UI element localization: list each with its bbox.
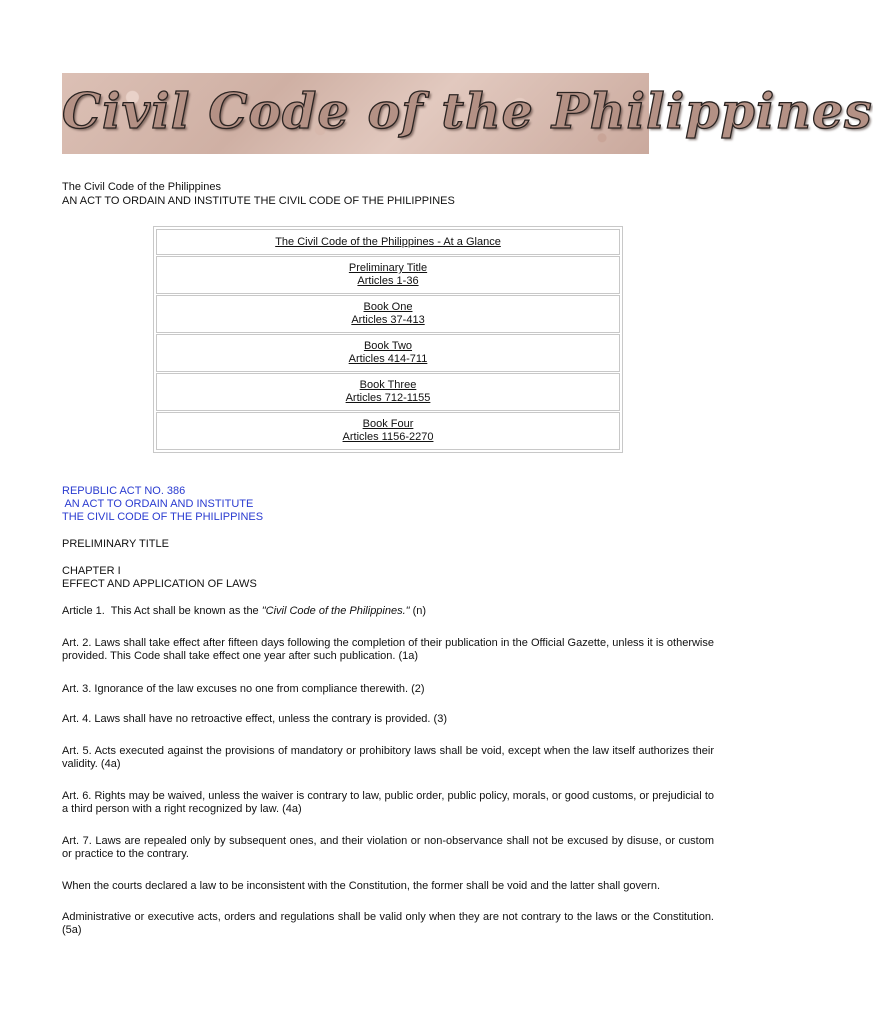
chapter-title: EFFECT AND APPLICATION OF LAWS [62,578,257,590]
article-1 [62,605,714,618]
contents-item-range[interactable]: Articles 1156-2270 [342,431,434,443]
document-subtitle: AN ACT TO ORDAIN AND INSTITUTE THE CIVIL CODE OF THE PHILIPPINES [62,195,455,207]
document-header [62,181,712,209]
contents-item-title[interactable]: Book Four [362,418,414,430]
article-1-quote: "Civil Code of the Philippines." [261,605,410,617]
contents-item-range[interactable]: Articles 712-1155 [345,392,431,404]
article-3: Art. 3. Ignorance of the law excuses no one from compliance therewith. (2) [62,683,425,695]
article-7-paragraph-2: When the courts declared a law to be inconsistent with the Constitution, the former shall be void and the latter shall govern. [62,880,660,892]
document-title: The Civil Code of the Philippines [62,181,221,193]
chapter-number: CHAPTER I [62,565,121,577]
article-5: Art. 5. Acts executed against the provisions of mandatory or prohibitory laws shall be void, except when the law itself authorizes their validity. (4a) [62,745,714,770]
article-4: Art. 4. Laws shall have no retroactive effect, unless the contrary is provided. (3) [62,713,447,725]
contents-item-book-two [156,334,620,372]
article-1-text [62,605,714,618]
contents-table [153,226,623,453]
article-1-suffix: (n) [409,605,427,617]
contents-item-range[interactable]: Articles 37-413 [351,314,425,326]
contents-item-title[interactable]: Book One [363,301,413,313]
contents-item-range[interactable]: Articles 1-36 [357,275,419,287]
contents-item-book-three [156,373,620,411]
contents-heading-cell [156,229,620,255]
contents-item-range[interactable]: Articles 414-711 [348,353,428,365]
preliminary-title-heading [62,538,714,551]
article-7: Art. 7. Laws are repealed only by subsequent ones, and their violation or non-observance shall not be excused by disuse, or custom or practice to the contrary. [62,835,714,860]
article-6: Art. 6. Rights may be waived, unless the waiver is contrary to law, public order, public policy, morals, or good customs, or prejudicial to a third person with a right recognized by law. (4a) [62,790,714,815]
article-7-paragraph-3: Administrative or executive acts, orders and regulations shall be valid only when they are not contrary to the laws or the Constitution. (5a) [62,911,714,936]
article-2: Art. 2. Laws shall take effect after fifteen days following the completion of their publication in the Official Gazette, unless it is otherwise provided. This Code shall take effect one year after such publication. (1a) [62,637,714,662]
republic-act-title-line2: THE CIVIL CODE OF THE PHILIPPINES [62,511,264,523]
article-1-prefix: Article 1. This Act shall be known as the [62,605,262,617]
contents-heading-link[interactable]: The Civil Code of the Philippines - At a Glance [275,235,501,248]
contents-item-book-one [156,295,620,333]
contents-item-title[interactable]: Book Two [363,340,413,352]
banner-title: Civil Code of the Philippines [62,82,873,140]
republic-act-title-line1: AN ACT TO ORDAIN AND INSTITUTE [62,498,254,510]
preliminary-title: PRELIMINARY TITLE [62,538,169,550]
contents-item-title[interactable]: Book Three [359,379,417,391]
republic-act-heading [62,485,263,524]
contents-item-preliminary-title [156,256,620,294]
republic-act-number: REPUBLIC ACT NO. 386 [62,485,186,497]
chapter-heading [62,565,714,591]
contents-item-title[interactable]: Preliminary Title [348,262,428,274]
site-banner [62,73,873,154]
contents-item-book-four [156,412,620,450]
